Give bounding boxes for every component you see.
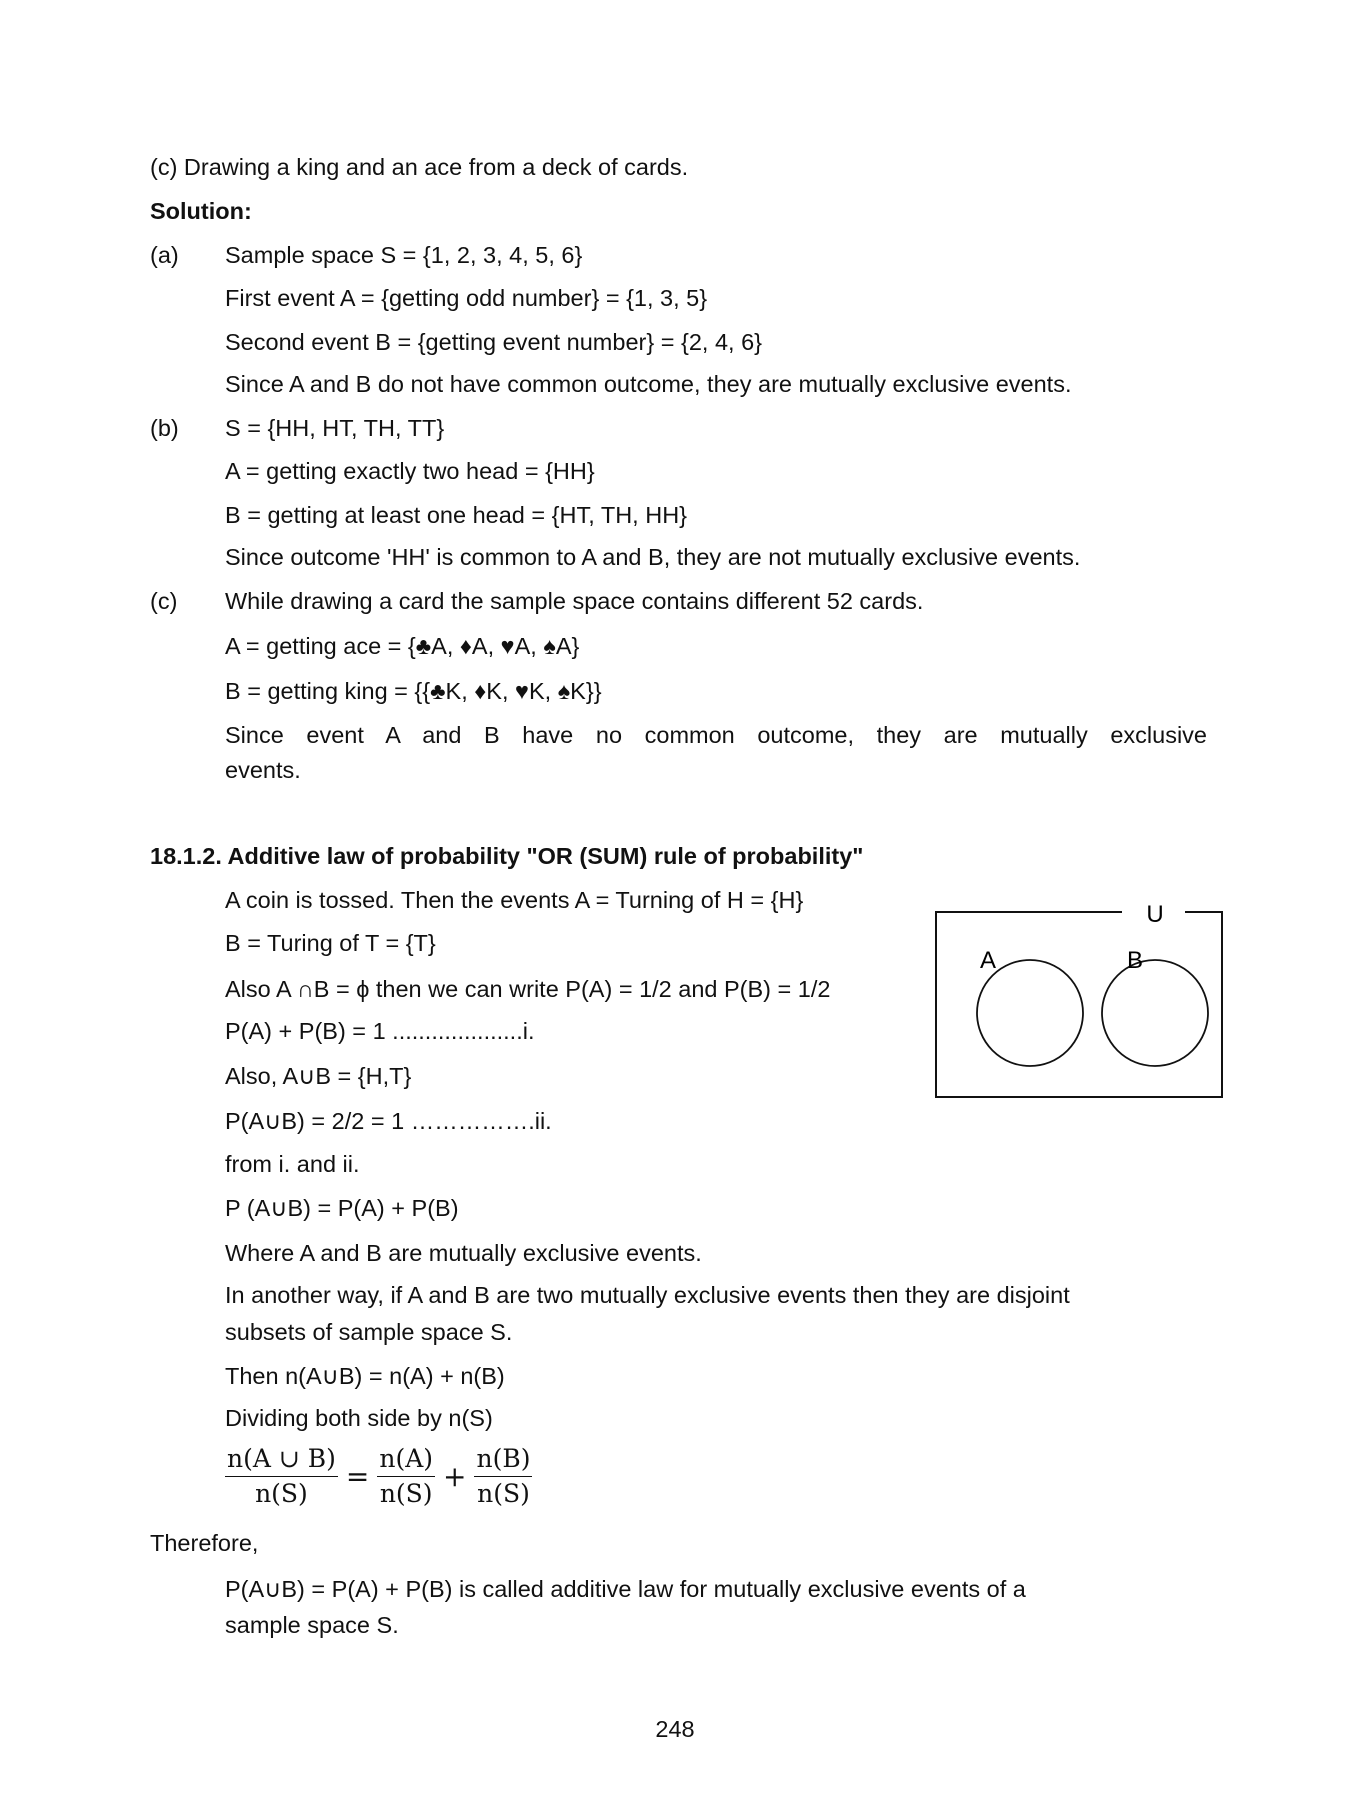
text-line: B = getting at least one head = {HT, TH, HH} (225, 502, 688, 528)
text-line: Second event B = {getting event number} = {2, 4, 6} (225, 329, 762, 355)
set-b-label: B (1126, 947, 1144, 974)
denominator: n(S) (255, 1479, 308, 1508)
equals-sign: = (345, 1460, 370, 1493)
denominator: n(S) (477, 1479, 530, 1508)
text-line: P(A) + P(B) = 1 ....................i. (225, 1018, 535, 1044)
conclusion-line: P(A∪B) = P(A) + P(B) is called additive law for mutually exclusive events of a (225, 1576, 1026, 1602)
text-line: subsets of sample space S. (225, 1319, 513, 1345)
text-line: First event A = {getting odd number} = {1, 3, 5} (225, 285, 708, 311)
text-line: Dividing both side by n(S) (225, 1405, 493, 1431)
text-line: Since event A and B have no common outcome, they are mutually exclusive (225, 722, 1207, 748)
text-line: Also A ∩B = ϕ then we can write P(A) = 1/2 and P(B) = 1/2 (225, 976, 831, 1002)
text-line: A = getting exactly two head = {HH} (225, 458, 595, 484)
text-line: A coin is tossed. Then the events A = Turning of H = {H} (225, 887, 804, 913)
part-b-label: (b) (150, 415, 179, 441)
text-line: events. (225, 757, 301, 783)
text-line: S = {HH, HT, TH, TT} (225, 415, 445, 441)
solution-label: Solution: (150, 198, 252, 224)
plus-sign: + (443, 1460, 467, 1493)
text-line: Then n(A∪B) = n(A) + n(B) (225, 1363, 505, 1389)
numerator: n(A ∪ B) (225, 1444, 338, 1477)
text-line: B = getting king = {{♣K, ♦K, ♥K, ♠K}} (225, 678, 602, 704)
numerator: n(A) (377, 1444, 435, 1477)
text-line: P(A∪B) = 2/2 = 1 …………….ii. (225, 1108, 552, 1134)
therefore-line: Therefore, (150, 1530, 259, 1556)
text-line: from i. and ii. (225, 1151, 360, 1177)
text-line: In another way, if A and B are two mutually exclusive events then they are disjoint (225, 1282, 1070, 1308)
text-line: Also, A∪B = {H,T} (225, 1063, 412, 1089)
universe-box (936, 912, 1222, 1097)
page-number: 248 (655, 1716, 695, 1742)
denominator: n(S) (379, 1479, 433, 1508)
set-b-circle (1102, 960, 1208, 1066)
intro-line: (c) Drawing a king and an ace from a deck of cards. (150, 154, 689, 180)
text-line: Where A and B are mutually exclusive events. (225, 1240, 702, 1266)
universe-label: U (1146, 901, 1164, 928)
part-c-label: (c) (150, 588, 178, 614)
text-line: A = getting ace = {♣A, ♦A, ♥A, ♠A} (225, 633, 580, 659)
part-a-label: (a) (150, 242, 179, 268)
text-line: Since A and B do not have common outcome, they are mutually exclusive events. (225, 371, 1072, 397)
text-line: B = Turing of T = {T} (225, 930, 436, 956)
section-heading: 18.1.2. Additive law of probability "OR (SUM) rule of probability" (150, 843, 864, 869)
numerator: n(B) (474, 1444, 532, 1477)
set-a-label: A (979, 947, 997, 974)
text-line: While drawing a card the sample space contains different 52 cards. (225, 588, 924, 614)
text-line: P (A∪B) = P(A) + P(B) (225, 1195, 459, 1221)
text-line: Sample space S = {1, 2, 3, 4, 5, 6} (225, 242, 583, 268)
set-a-circle (977, 960, 1083, 1066)
text-line: Since outcome 'HH' is common to A and B, they are not mutually exclusive events. (225, 544, 1081, 570)
conclusion-line: sample space S. (225, 1612, 399, 1638)
